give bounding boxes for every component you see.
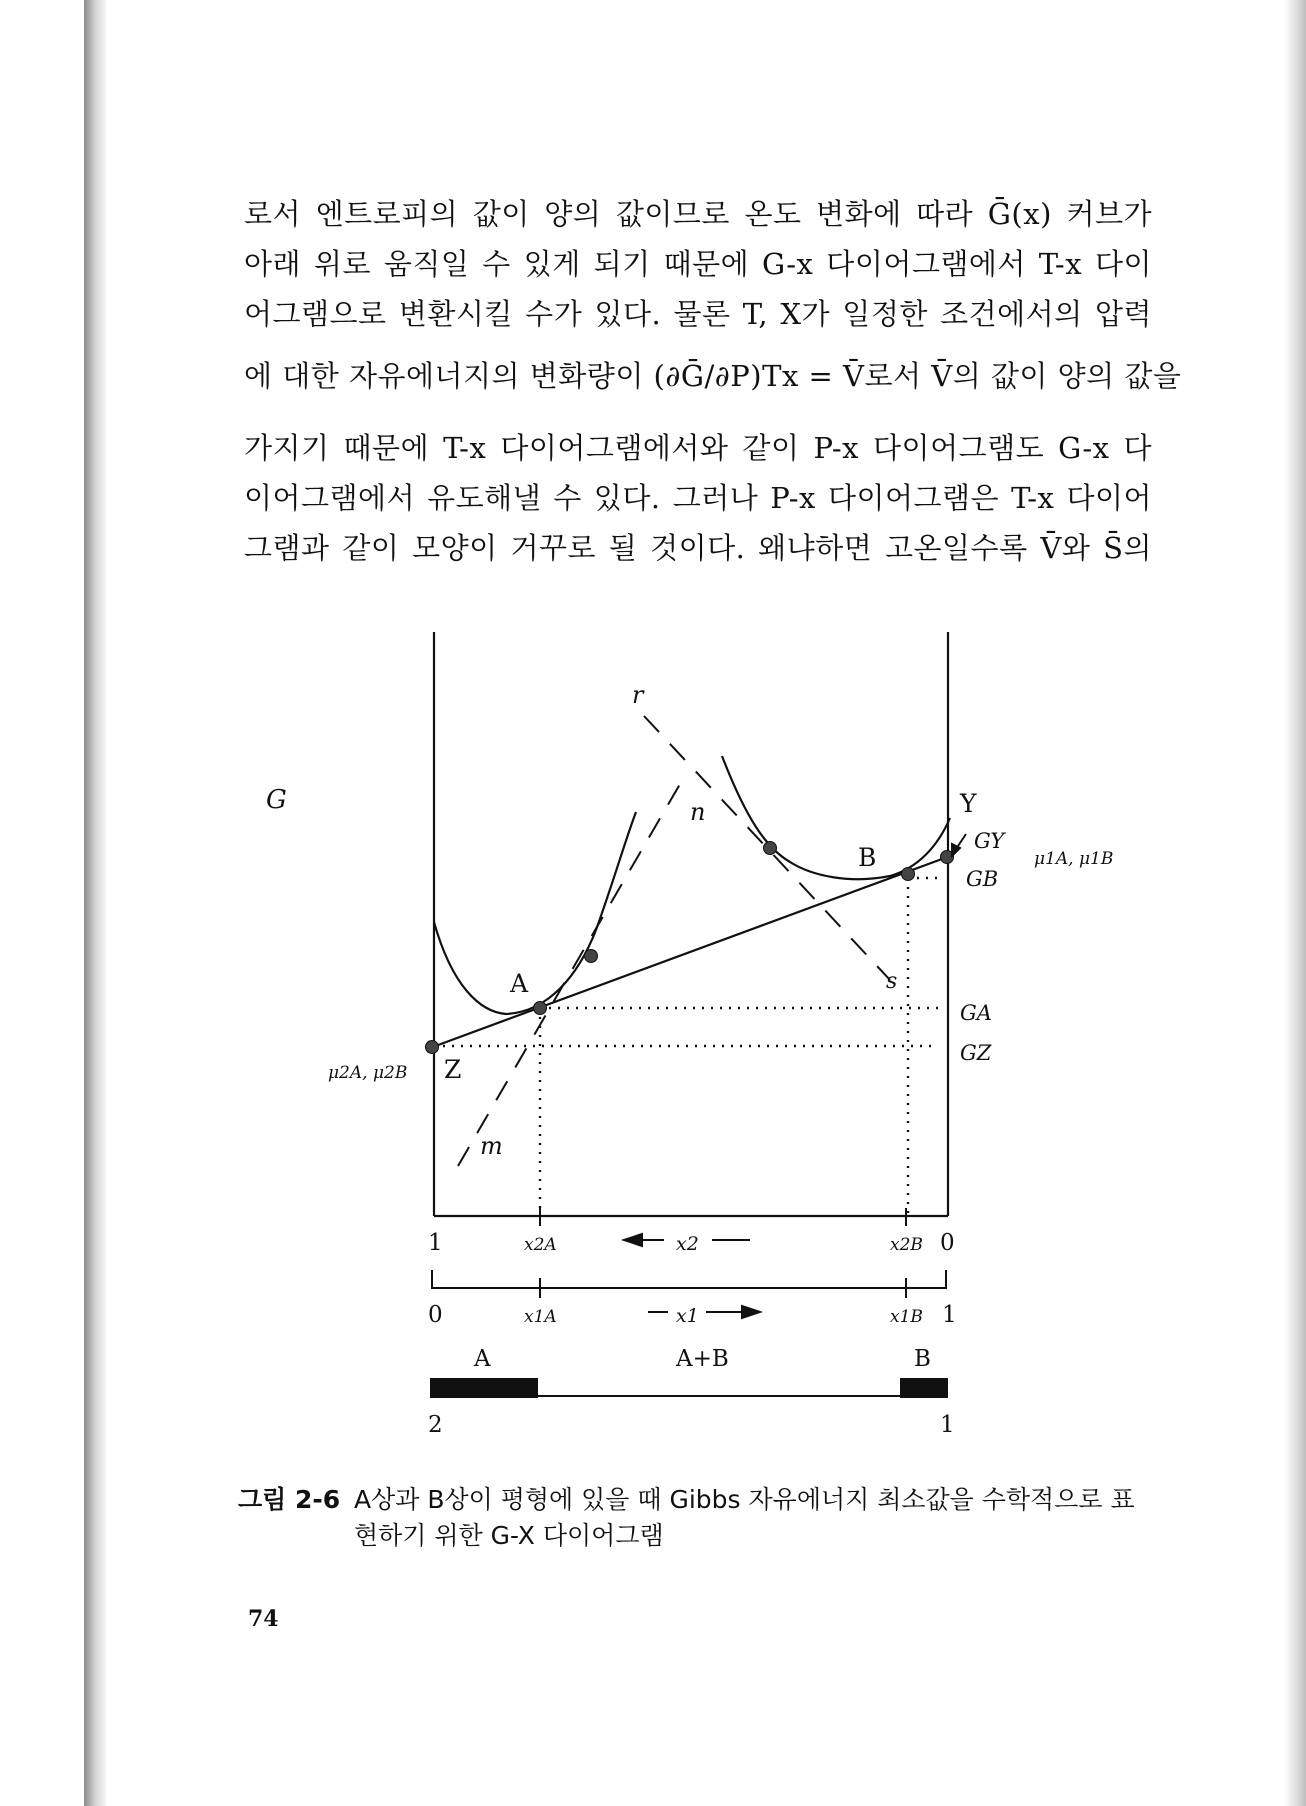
- x1-label: x1: [676, 1305, 699, 1327]
- phase-bar-right: 1: [940, 1412, 955, 1438]
- point-b-label: B: [858, 843, 877, 872]
- mu2-label: μ2A, μ2B: [328, 1063, 408, 1083]
- phase-bar-left: 2: [428, 1412, 443, 1438]
- point-y-label: Y: [960, 789, 977, 818]
- gz-label: GZ: [960, 1041, 992, 1065]
- phase-b-block: [900, 1378, 948, 1398]
- point-a-dot: [534, 1002, 547, 1015]
- text-line: 아래 위로 움직일 수 있게 되기 때문에 G-x 다이어그램에서 T-x 다이: [244, 247, 1152, 281]
- point-n-dot: [585, 950, 598, 963]
- gy-label: GY: [974, 829, 1005, 853]
- x1-axis-bracket: [432, 1270, 946, 1288]
- line-m-label: m: [480, 1132, 503, 1160]
- x1-arrow-head: [742, 1306, 760, 1318]
- phase-b-label: B: [914, 1346, 931, 1372]
- page-number: 74: [248, 1606, 279, 1632]
- x1-axis-left: 0: [428, 1302, 443, 1328]
- text-line: 이어그램에서 유도해낼 수 있다. 그러나 P-x 다이어그램은 T-x 다이어: [244, 481, 1152, 515]
- mu1-label: μ1A, μ1B: [1034, 849, 1114, 869]
- x1-axis-right: 1: [942, 1302, 957, 1328]
- phase-a-block: [430, 1378, 538, 1398]
- x2-axis-right: 0: [940, 1230, 955, 1256]
- phase-bar: [430, 1378, 948, 1398]
- point-b-dot: [902, 868, 915, 881]
- common-tangent-line: [430, 856, 950, 1048]
- tangent-line-mn: [458, 784, 680, 1166]
- x1a-label: x1A: [524, 1307, 557, 1327]
- x2-axis-left: 1: [428, 1230, 443, 1256]
- text-line: 에 대한 자유에너지의 변화량이 (∂Ḡ/∂P)Tx = V̄로서 V̄의 값이 양의 값을: [244, 359, 1182, 393]
- gb-label: GB: [966, 867, 999, 891]
- phase-a-label: A: [474, 1346, 491, 1372]
- x2b-label: x2B: [890, 1235, 923, 1255]
- x2-arrow-head: [624, 1234, 642, 1246]
- text-line: 그램과 같이 모양이 거꾸로 될 것이다. 왜냐하면 고온일수록 V̄와 S̄의: [244, 531, 1152, 565]
- ga-label: GA: [960, 1001, 992, 1025]
- caption-line-1: A상과 B상이 평형에 있을 때 Gibbs 자유에너지 최소값을 수학적으로 표: [354, 1485, 1135, 1514]
- line-r-label: r: [632, 681, 644, 709]
- caption-label: 그림 2-6: [238, 1485, 341, 1514]
- text-line: 로서 엔트로피의 값이 양의 값이므로 온도 변화에 따라 Ḡ(x) 커브가: [244, 197, 1152, 231]
- x2-label: x2: [676, 1233, 699, 1255]
- line-s-label: s: [886, 969, 898, 994]
- point-z-label: Z: [444, 1055, 462, 1084]
- point-a-label: A: [510, 969, 529, 998]
- x2a-label: x2A: [524, 1235, 557, 1255]
- g-axis-label: G: [266, 785, 287, 815]
- curve-b: [722, 756, 950, 879]
- text-line: 가지기 때문에 T-x 다이어그램에서와 같이 P-x 다이어그램도 G-x 다: [244, 431, 1152, 465]
- text-line: 어그램으로 변환시킬 수가 있다. 물론 T, X가 일정한 조건에서의 압력: [244, 297, 1152, 331]
- caption-line-2: 현하기 위한 G-X 다이어그램: [354, 1521, 664, 1550]
- x1b-label: x1B: [890, 1307, 923, 1327]
- point-r-dot: [764, 842, 777, 855]
- line-n-label: n: [690, 798, 706, 826]
- phase-ab-label: A+B: [676, 1346, 729, 1372]
- point-z-dot: [426, 1041, 439, 1054]
